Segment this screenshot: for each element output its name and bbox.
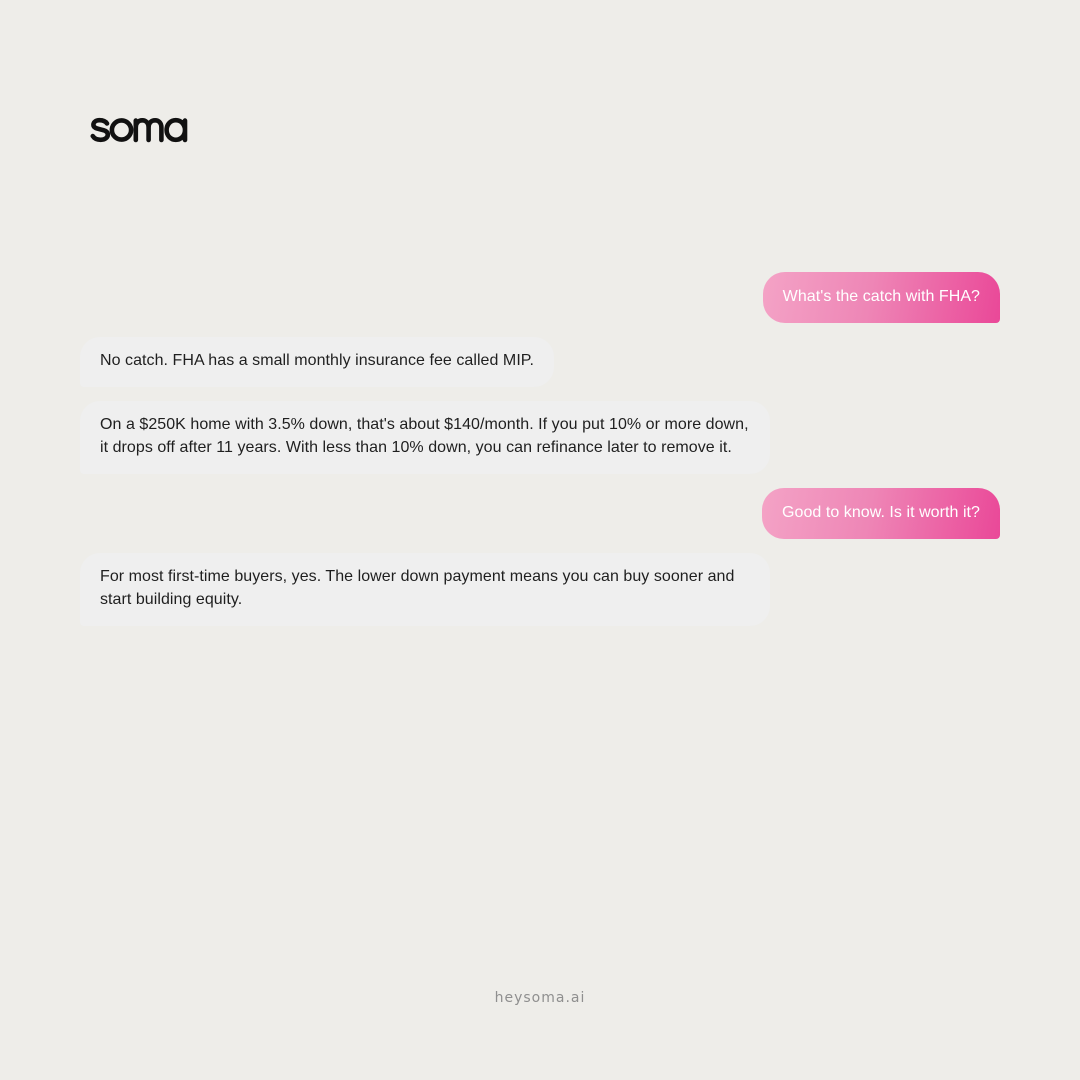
- soma-logo: [90, 106, 190, 150]
- assistant-message-bubble: [80, 337, 554, 387]
- message-text: On a $250K home with 3.5% down, that's about $140/month. If you put 10% or more down, it drops off after 11 years. With less than 10% down, you can refinance later to remove it.: [100, 416, 749, 456]
- message-text: Good to know. Is it worth it?: [782, 504, 980, 521]
- user-message-bubble: [762, 488, 1000, 539]
- user-message-bubble: [763, 272, 1000, 323]
- assistant-message-bubble: [80, 553, 770, 626]
- message-text: For most first-time buyers, yes. The lower down payment means you can buy sooner and start building equity.: [100, 568, 735, 608]
- assistant-message-bubble: [80, 401, 770, 474]
- footer-url: heysoma.ai: [494, 990, 586, 1006]
- chat-thread: [80, 272, 1000, 626]
- message-text: What's the catch with FHA?: [782, 288, 980, 305]
- message-text: No catch. FHA has a small monthly insurance fee called MIP.: [100, 352, 534, 369]
